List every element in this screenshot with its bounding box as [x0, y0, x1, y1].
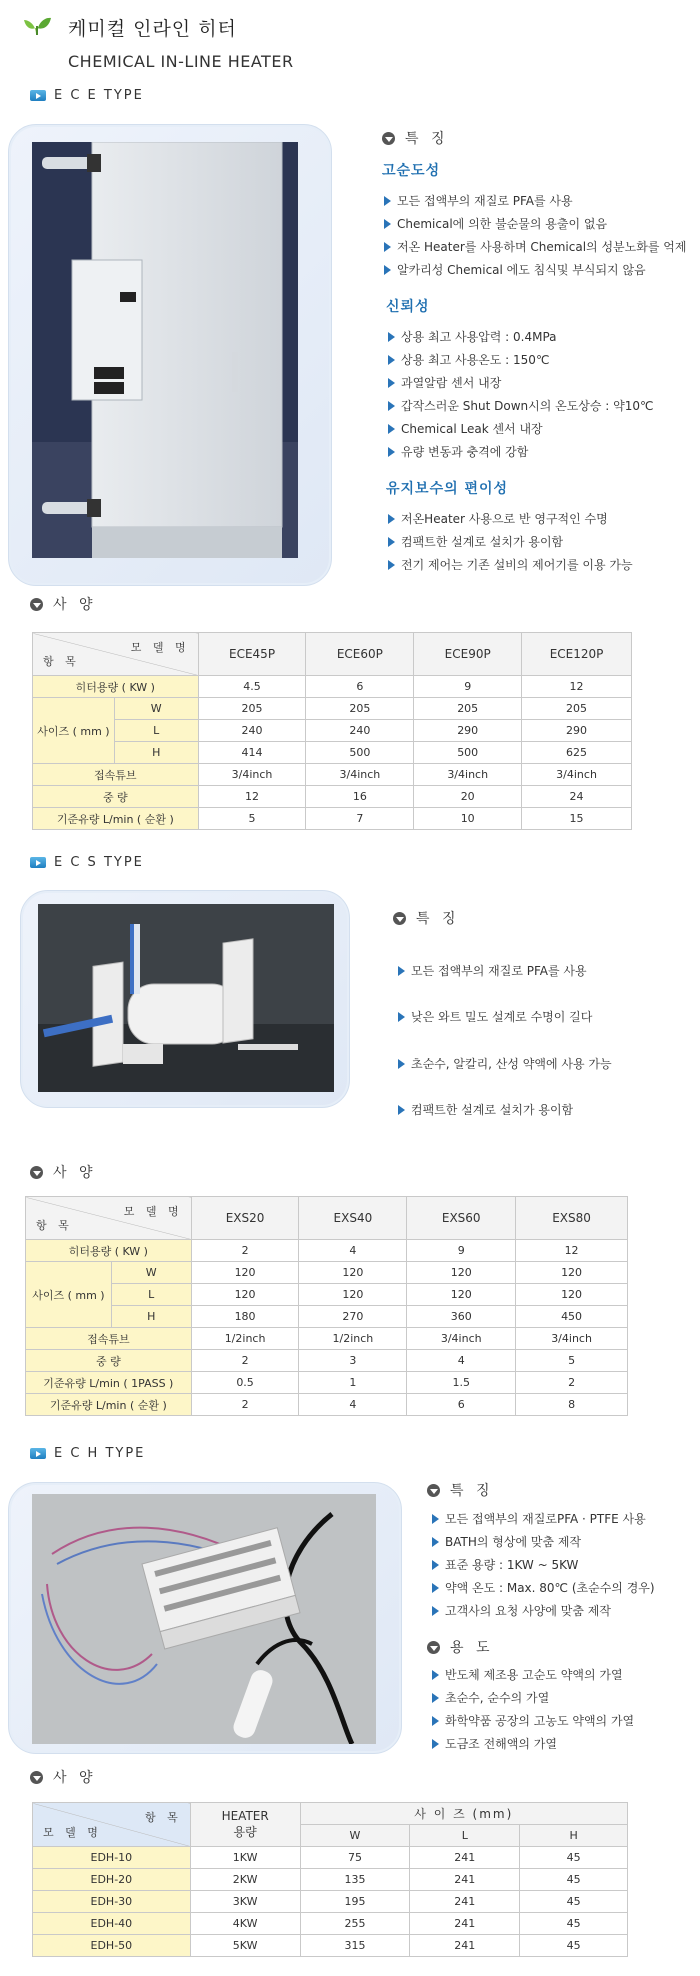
feature-text: 초순수, 순수의 가열: [445, 1691, 550, 1705]
corner-top-label: 항 목: [144, 1811, 182, 1824]
table-cell: 625: [522, 742, 632, 764]
table-cell: 0.5: [191, 1372, 299, 1394]
table-cell: 3/4inch: [522, 764, 632, 786]
table-cell: 5: [516, 1350, 628, 1372]
row-label-cell: 중 량: [33, 786, 199, 808]
table-cell: 315: [300, 1935, 410, 1957]
table-cell: 45: [520, 1847, 628, 1869]
table-cell: 270: [299, 1306, 407, 1328]
feature-item: [384, 238, 686, 255]
table-cell: 241: [410, 1847, 520, 1869]
feature-item: [388, 351, 549, 368]
size-col-header: H: [520, 1825, 628, 1847]
table-cell: 500: [306, 742, 414, 764]
table-cell: 1KW: [190, 1847, 300, 1869]
bullet-arrow-icon: [388, 447, 395, 457]
feature-item: [384, 215, 607, 232]
ech-spec-heading: [30, 1767, 97, 1787]
ech-usage-title: 용 도: [450, 1640, 494, 1656]
feature-text: 저온 Heater를 사용하며 Chemical의 성분노화를 억제: [397, 240, 687, 254]
table-row: [26, 1372, 628, 1394]
table-corner-cell: [33, 1803, 191, 1847]
feature-item: [432, 1666, 623, 1683]
feature-text: 모든 접액부의 재질로 PFA를 사용: [411, 964, 587, 978]
table-row: [33, 1847, 628, 1869]
model-header-cell: EXS40: [299, 1197, 407, 1240]
feature-text: 과열알람 센서 내장: [401, 376, 502, 390]
table-cell: 2: [191, 1350, 299, 1372]
ece-spec-title: 사 양: [53, 597, 97, 613]
row-label-cell: 접속튜브: [33, 764, 199, 786]
row-sub-label-cell: L: [114, 720, 198, 742]
bullet-arrow-icon: [432, 1514, 439, 1524]
table-row: [26, 1350, 628, 1372]
table-cell: 45: [520, 1891, 628, 1913]
row-group-cell: 사이즈 ( mm ): [26, 1262, 112, 1328]
bullet-arrow-icon: [388, 537, 395, 547]
table-cell: 120: [191, 1284, 299, 1306]
ecs-features-title: 특 징: [416, 911, 460, 927]
bullet-arrow-icon: [432, 1560, 439, 1570]
bullet-arrow-icon: [388, 378, 395, 388]
section-arrow-icon: [30, 90, 46, 101]
table-cell: 3/4inch: [306, 764, 414, 786]
ech-section-heading: [30, 1446, 145, 1461]
feature-text: 컴팩트한 설계로 설치가 용이함: [411, 1103, 574, 1117]
table-header-row: [26, 1197, 628, 1240]
table-cell: 500: [414, 742, 522, 764]
table-cell: 360: [407, 1306, 516, 1328]
feature-item: [432, 1602, 611, 1619]
table-cell: 1/2inch: [191, 1328, 299, 1350]
bullet-arrow-icon: [432, 1693, 439, 1703]
table-cell: 2KW: [190, 1869, 300, 1891]
feature-text: 반도체 제조용 고순도 약액의 가열: [445, 1668, 623, 1682]
circle-arrow-icon: [382, 132, 395, 145]
row-label-cell: 기준유량 L/min ( 순환 ): [33, 808, 199, 830]
bullet-arrow-icon: [388, 514, 395, 524]
bullet-arrow-icon: [432, 1606, 439, 1616]
table-cell: 120: [407, 1262, 516, 1284]
feature-item: [388, 533, 563, 550]
feature-item: [388, 556, 633, 573]
page-subtitle: CHEMICAL IN-LINE HEATER: [68, 52, 294, 71]
feature-text: 갑작스러운 Shut Down시의 온도상승 : 약10℃: [401, 399, 654, 413]
ech-section-title: E C H TYPE: [54, 1446, 146, 1461]
bullet-arrow-icon: [388, 332, 395, 342]
table-cell: 1.5: [407, 1372, 516, 1394]
row-sub-label-cell: H: [111, 1306, 191, 1328]
table-header-row: [33, 1803, 628, 1825]
circle-arrow-icon: [30, 598, 43, 611]
table-cell: 2: [191, 1240, 299, 1262]
table-cell: 205: [198, 698, 306, 720]
table-cell: 5KW: [190, 1935, 300, 1957]
model-cell: EDH-50: [33, 1935, 191, 1957]
feature-item: [398, 1101, 573, 1118]
feature-text: 화학약품 공장의 고농도 약액의 가열: [445, 1714, 635, 1728]
heater-label: HEATER: [221, 1809, 269, 1823]
model-header-cell: ECE60P: [306, 633, 414, 676]
page-title: 케미컬 인라인 히터: [68, 18, 237, 40]
table-cell: 8: [516, 1394, 628, 1416]
model-cell: EDH-20: [33, 1869, 191, 1891]
model-header-cell: EXS80: [516, 1197, 628, 1240]
table-cell: 7: [306, 808, 414, 830]
table-corner-cell: [33, 633, 199, 676]
table-cell: 4KW: [190, 1913, 300, 1935]
table-cell: 4: [407, 1350, 516, 1372]
row-group-cell: 사이즈 ( mm ): [33, 698, 115, 764]
table-cell: 3/4inch: [516, 1328, 628, 1350]
table-cell: 4: [299, 1240, 407, 1262]
table-cell: 24: [522, 786, 632, 808]
circle-arrow-icon: [393, 912, 406, 925]
feature-text: 표준 용량 : 1KW ~ 5KW: [445, 1558, 579, 1572]
table-cell: 290: [414, 720, 522, 742]
table-row: [26, 1262, 628, 1284]
feature-item: [388, 328, 557, 345]
table-cell: 6: [306, 676, 414, 698]
bullet-arrow-icon: [388, 355, 395, 365]
table-cell: 195: [300, 1891, 410, 1913]
table-row: [26, 1240, 628, 1262]
table-cell: 4.5: [198, 676, 306, 698]
table-row: [33, 1891, 628, 1913]
row-sub-label-cell: W: [114, 698, 198, 720]
table-cell: 120: [516, 1284, 628, 1306]
table-cell: 1/2inch: [299, 1328, 407, 1350]
ecs-spec-title: 사 양: [53, 1165, 97, 1181]
capacity-label: 용량: [233, 1825, 257, 1839]
table-row: [26, 1328, 628, 1350]
model-header-cell: ECE120P: [522, 633, 632, 676]
corner-bottom-label: 항 목: [43, 655, 80, 668]
table-cell: 290: [522, 720, 632, 742]
feature-item: [398, 1055, 612, 1072]
ecs-product-photo: [38, 904, 334, 1092]
table-cell: 2: [191, 1394, 299, 1416]
row-label-cell: 기준유량 L/min ( 1PASS ): [26, 1372, 192, 1394]
feature-item: [388, 397, 654, 414]
row-label-cell: 접속튜브: [26, 1328, 192, 1350]
ech-features-heading: [427, 1480, 494, 1500]
table-cell: 3: [299, 1350, 407, 1372]
ecs-spec-heading: [30, 1162, 97, 1182]
circle-arrow-icon: [427, 1484, 440, 1497]
feature-item: [388, 443, 528, 460]
feature-item: [432, 1712, 634, 1729]
table-cell: 12: [522, 676, 632, 698]
ece-features-heading: [382, 128, 449, 148]
table-cell: 10: [414, 808, 522, 830]
table-cell: 241: [410, 1891, 520, 1913]
table-cell: 5: [198, 808, 306, 830]
bullet-arrow-icon: [432, 1670, 439, 1680]
table-cell: 3KW: [190, 1891, 300, 1913]
table-cell: 240: [198, 720, 306, 742]
ece-features-title: 특 징: [405, 131, 449, 147]
circle-arrow-icon: [427, 1641, 440, 1654]
ece-product-photo: [32, 142, 298, 558]
table-cell: 45: [520, 1935, 628, 1957]
row-label-cell: 기준유량 L/min ( 순환 ): [26, 1394, 192, 1416]
size-col-header: L: [410, 1825, 520, 1847]
row-sub-label-cell: W: [111, 1262, 191, 1284]
circle-arrow-icon: [30, 1166, 43, 1179]
table-cell: 6: [407, 1394, 516, 1416]
table-cell: 15: [522, 808, 632, 830]
table-cell: 205: [414, 698, 522, 720]
model-cell: EDH-10: [33, 1847, 191, 1869]
feature-category-title: 고순도성: [382, 163, 441, 179]
bullet-arrow-icon: [384, 219, 391, 229]
feature-item: [432, 1533, 581, 1550]
bullet-arrow-icon: [398, 1059, 405, 1069]
ecs-features-heading: [393, 908, 460, 928]
row-sub-label-cell: L: [111, 1284, 191, 1306]
table-row: [33, 764, 632, 786]
table-cell: 20: [414, 786, 522, 808]
table-cell: 241: [410, 1935, 520, 1957]
feature-item: [432, 1735, 557, 1752]
table-cell: 3/4inch: [407, 1328, 516, 1350]
model-header-cell: EXS60: [407, 1197, 516, 1240]
ece-section-title: E C E TYPE: [54, 88, 144, 103]
size-header-cell: 사 이 즈 (mm): [300, 1803, 627, 1825]
table-cell: 45: [520, 1869, 628, 1891]
size-col-header: W: [300, 1825, 410, 1847]
model-header-cell: EXS20: [191, 1197, 299, 1240]
ech-product-photo: [32, 1494, 376, 1744]
bullet-arrow-icon: [388, 401, 395, 411]
table-cell: 241: [410, 1869, 520, 1891]
feature-text: 저온Heater 사용으로 반 영구적인 수명: [401, 512, 608, 526]
row-sub-label-cell: H: [114, 742, 198, 764]
section-arrow-icon: [30, 857, 46, 868]
table-cell: 120: [516, 1262, 628, 1284]
feature-text: BATH의 형상에 맞춤 제작: [445, 1535, 582, 1549]
bullet-arrow-icon: [384, 242, 391, 252]
table-corner-cell: [26, 1197, 192, 1240]
table-cell: 120: [191, 1262, 299, 1284]
feature-category-title: 유지보수의 편이성: [386, 481, 509, 497]
ech-spec-table: [32, 1802, 628, 1957]
ece-spec-heading: [30, 594, 97, 614]
table-cell: 9: [407, 1240, 516, 1262]
feature-text: 고객사의 요청 사양에 맞춤 제작: [445, 1604, 611, 1618]
table-cell: 205: [306, 698, 414, 720]
corner-bottom-label: 항 목: [36, 1219, 73, 1232]
bullet-arrow-icon: [398, 966, 405, 976]
bullet-arrow-icon: [388, 560, 395, 570]
feature-text: 낮은 와트 밀도 설계로 수명이 길다: [411, 1010, 593, 1024]
table-cell: 1: [299, 1372, 407, 1394]
model-cell: EDH-30: [33, 1891, 191, 1913]
table-cell: 2: [516, 1372, 628, 1394]
circle-arrow-icon: [30, 1771, 43, 1784]
feature-item: [432, 1579, 655, 1596]
feature-item: [384, 192, 573, 209]
feature-text: 약액 온도 : Max. 80℃ (초순수의 경우): [445, 1581, 655, 1595]
table-cell: 4: [299, 1394, 407, 1416]
table-row: [33, 742, 632, 764]
feature-text: 초순수, 알칼리, 산성 약액에 사용 가능: [411, 1057, 612, 1071]
table-cell: 135: [300, 1869, 410, 1891]
feature-item: [432, 1510, 646, 1527]
table-row: [33, 676, 632, 698]
table-row: [26, 1306, 628, 1328]
bullet-arrow-icon: [432, 1583, 439, 1593]
table-cell: 255: [300, 1913, 410, 1935]
table-row: [33, 1869, 628, 1891]
table-row: [33, 720, 632, 742]
feature-text: 알카리성 Chemical 에도 침식및 부식되지 않음: [397, 263, 646, 277]
table-cell: 75: [300, 1847, 410, 1869]
feature-text: 상용 최고 사용압력 : 0.4MPa: [401, 330, 557, 344]
table-cell: 45: [520, 1913, 628, 1935]
table-cell: 3/4inch: [414, 764, 522, 786]
table-cell: 180: [191, 1306, 299, 1328]
table-cell: 241: [410, 1913, 520, 1935]
feature-item: [384, 261, 646, 278]
table-cell: 9: [414, 676, 522, 698]
feature-text: 컴팩트한 설계로 설치가 용이함: [401, 535, 564, 549]
bullet-arrow-icon: [384, 265, 391, 275]
table-header-row: [33, 633, 632, 676]
feature-text: 전기 제어는 기존 설비의 제어기를 이용 가능: [401, 558, 633, 572]
feature-text: 모든 접액부의 재질로PFA · PTFE 사용: [445, 1512, 646, 1526]
ece-section-heading: [30, 88, 144, 103]
table-cell: 240: [306, 720, 414, 742]
feature-text: 유량 변동과 충격에 강함: [401, 445, 529, 459]
bullet-arrow-icon: [384, 196, 391, 206]
row-label-cell: 중 량: [26, 1350, 192, 1372]
feature-item: [388, 374, 501, 391]
corner-top-label: 모 델 명: [123, 1205, 183, 1218]
feature-item: [388, 510, 608, 527]
table-cell: 12: [516, 1240, 628, 1262]
feature-text: 모든 접액부의 재질로 PFA를 사용: [397, 194, 573, 208]
feature-item: [398, 962, 587, 979]
table-row: [33, 698, 632, 720]
section-arrow-icon: [30, 1448, 46, 1459]
table-row: [33, 786, 632, 808]
table-cell: 120: [299, 1284, 407, 1306]
table-row: [26, 1394, 628, 1416]
model-cell: EDH-40: [33, 1913, 191, 1935]
table-row: [33, 1935, 628, 1957]
feature-text: 도금조 전해액의 가열: [445, 1737, 557, 1751]
row-label-cell: 히터용량 ( KW ): [33, 676, 199, 698]
ece-spec-table: [32, 632, 632, 830]
feature-item: [388, 420, 543, 437]
model-header-cell: ECE45P: [198, 633, 306, 676]
bullet-arrow-icon: [432, 1716, 439, 1726]
table-cell: 120: [407, 1284, 516, 1306]
feature-text: 상용 최고 사용온도 : 150℃: [401, 353, 550, 367]
ecs-section-heading: [30, 855, 144, 870]
table-cell: 16: [306, 786, 414, 808]
bullet-arrow-icon: [398, 1105, 405, 1115]
table-cell: 205: [522, 698, 632, 720]
corner-bottom-label: 모 델 명: [43, 1826, 102, 1839]
row-label-cell: 히터용량 ( KW ): [26, 1240, 192, 1262]
bullet-arrow-icon: [388, 424, 395, 434]
bullet-arrow-icon: [432, 1537, 439, 1547]
table-cell: 414: [198, 742, 306, 764]
corner-top-label: 모 델 명: [130, 641, 190, 654]
ecs-spec-table: [25, 1196, 628, 1416]
bullet-arrow-icon: [432, 1739, 439, 1749]
feature-text: Chemical에 의한 불순물의 용출이 없음: [397, 217, 608, 231]
table-cell: 12: [198, 786, 306, 808]
ech-usage-heading: [427, 1637, 494, 1657]
ech-spec-title: 사 양: [53, 1770, 97, 1786]
leaf-icon: [22, 14, 52, 39]
bullet-arrow-icon: [398, 1012, 405, 1022]
feature-item: [398, 1008, 592, 1025]
heater-capacity-header: [190, 1803, 300, 1847]
model-header-cell: ECE90P: [414, 633, 522, 676]
ecs-section-title: E C S TYPE: [54, 855, 144, 870]
table-row: [33, 808, 632, 830]
table-cell: 120: [299, 1262, 407, 1284]
feature-item: [432, 1689, 549, 1706]
feature-category-title: 신뢰성: [386, 299, 430, 315]
feature-item: [432, 1556, 578, 1573]
feature-text: Chemical Leak 센서 내장: [401, 422, 543, 436]
table-row: [33, 1913, 628, 1935]
ech-features-title: 특 징: [450, 1483, 494, 1499]
table-cell: 450: [516, 1306, 628, 1328]
table-row: [26, 1284, 628, 1306]
table-cell: 3/4inch: [198, 764, 306, 786]
